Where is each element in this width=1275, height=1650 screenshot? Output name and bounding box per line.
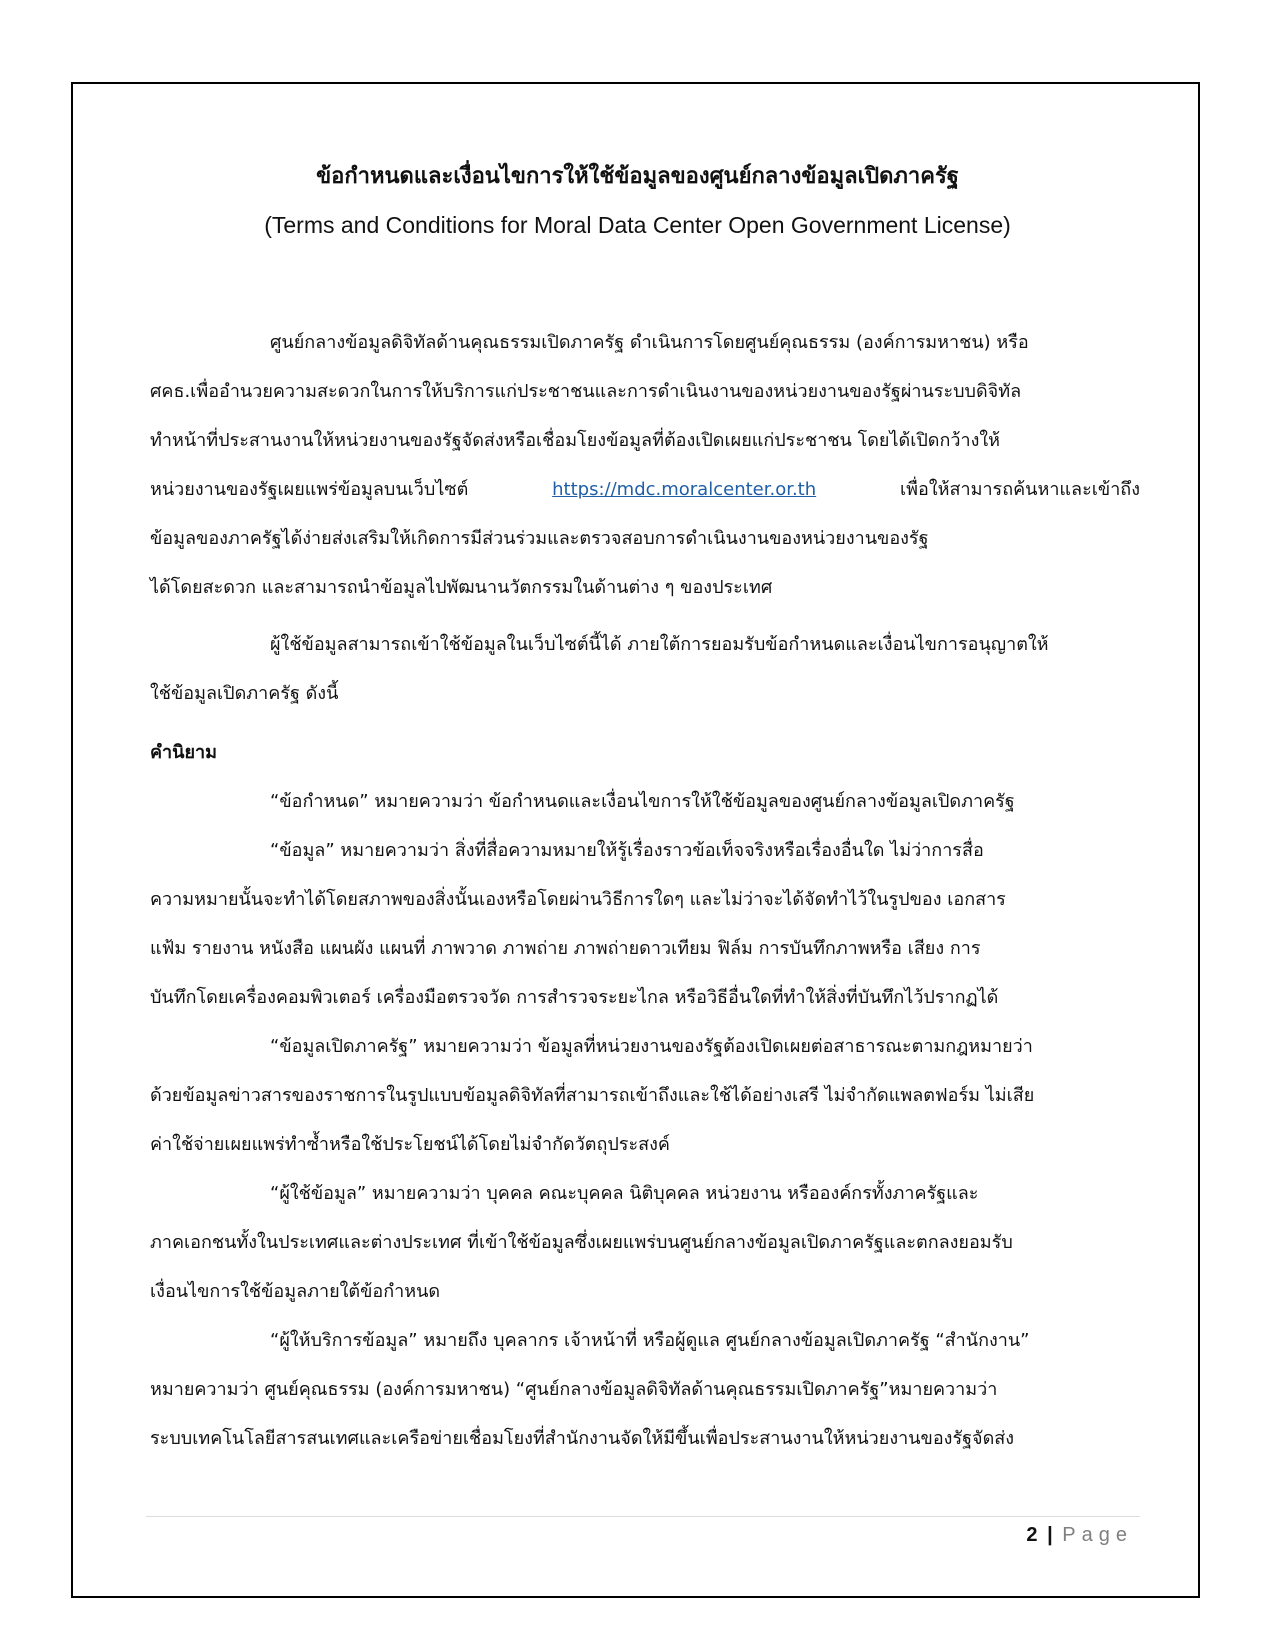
definition-data-line-4: บันทึกโดยเครื่องคอมพิวเตอร์ เครื่องมือตรวจวัด การสำรวจระยะไกล หรือวิธีอื่นใดที่ทำให้สิ่งที่บันทึกไว้ปรากฏได้ [150,987,999,1008]
definition-data-user-line-2: ภาคเอกชนทั้งในประเทศและต่างประเทศ ที่เข้าใช้ข้อมูลซึ่งเผยแพร่บนศูนย์กลางข้อมูลเปิดภาครัฐและตกลงยอมรับ [150,1232,1013,1253]
definition-terms: “ข้อกำหนด” หมายความว่า ข้อกำหนดและเงื่อนไขการให้ใช้ข้อมูลของศูนย์กลางข้อมูลเปิดภาครัฐ [270,791,1015,812]
footer-separator: | [1047,1524,1053,1546]
definition-provider-line-1: “ผู้ให้บริการข้อมูล” หมายถึง บุคลากร เจ้าหน้าที่ หรือผู้ดูแล ศูนย์กลางข้อมูลเปิดภาครัฐ “สำนักงาน” [270,1330,1030,1351]
intro-line-1: ศูนย์กลางข้อมูลดิจิทัลด้านคุณธรรมเปิดภาครัฐ ดำเนินการโดยศูนย์คุณธรรม (องค์การมหาชน) หรือ [270,332,1029,353]
definition-data-line-1: “ข้อมูล” หมายความว่า สิ่งที่สื่อความหมายให้รู้เรื่องราวข้อเท็จจริงหรือเรื่องอื่นใด ไม่ว่าการสื่อ [270,840,984,861]
definition-open-data-line-2: ด้วยข้อมูลข่าวสารของราชการในรูปแบบข้อมูลดิจิทัลที่สามารถเข้าถึงและใช้ได้อย่างเสรี ไม่จำกัดแพลตฟอร์ม ไม่เสีย [150,1085,1035,1106]
intro-line-3: ทำหน้าที่ประสานงานให้หน่วยงานของรัฐจัดส่งหรือเชื่อมโยงข้อมูลที่ต้องเปิดเผยแก่ประชาชน โดยได้เปิดกว้างให้ [150,430,1001,451]
intro-line-6: ได้โดยสะดวก และสามารถนำข้อมูลไปพัฒนานวัตกรรมในด้านต่าง ๆ ของประเทศ [150,577,773,598]
definition-provider-line-2: หมายความว่า ศูนย์คุณธรรม (องค์การมหาชน) “ศูนย์กลางข้อมูลดิจิทัลด้านคุณธรรมเปิดภาครัฐ”หมายความว่า [150,1379,998,1400]
intro-line-4-text-b: เพื่อให้สามารถค้นหาและเข้าถึง [900,479,1140,500]
page-footer [1026,1524,1133,1547]
definition-data-line-3: แฟ้ม รายงาน หนังสือ แผนผัง แผนที่ ภาพวาด ภาพถ่าย ภาพถ่ายดาวเทียม ฟิล์ม การบันทึกภาพหรือ เสียง การ [150,938,981,959]
document-title-thai: ข้อกำหนดและเงื่อนไขการให้ใช้ข้อมูลของศูนย์กลางข้อมูลเปิดภาครัฐ [316,164,959,189]
document-body [150,323,1140,1468]
intro-line-5: ข้อมูลของภาครัฐได้ง่ายส่งเสริมให้เกิดการมีส่วนร่วมและตรวจสอบการดำเนินงานของหน่วยงานของรัฐ [150,528,929,549]
document-title-english: (Terms and Conditions for Moral Data Center Open Government License) [264,212,1011,238]
definition-provider-line-3: ระบบเทคโนโลยีสารสนเทศและเครือข่ายเชื่อมโยงที่สำนักงานจัดให้มีขึ้นเพื่อประสานงานให้หน่วยงานของรัฐจัดส่ง [150,1428,1015,1449]
footer-divider [146,1516,1140,1517]
definition-open-data-line-1: “ข้อมูลเปิดภาครัฐ” หมายความว่า ข้อมูลที่หน่วยงานของรัฐต้องเปิดเผยต่อสาธารณะตามกฎหมายว่า [270,1036,1033,1057]
intro-line-4-text-a: หน่วยงานของรัฐเผยแพร่ข้อมูลบนเว็บไซต์ [150,479,469,500]
page-number: 2 [1026,1524,1038,1546]
page-label: Page [1062,1524,1133,1546]
definitions-heading: คำนิยาม [150,742,217,763]
website-link[interactable]: https://mdc.moralcenter.or.th [552,479,817,500]
definition-open-data-line-3: ค่าใช้จ่ายเผยแพร่ทำซ้ำหรือใช้ประโยชน์ได้โดยไม่จำกัดวัตถุประสงค์ [150,1134,670,1155]
definition-data-user-line-1: “ผู้ใช้ข้อมูล” หมายความว่า บุคคล คณะบุคคล นิติบุคคล หน่วยงาน หรือองค์กรทั้งภาครัฐและ [270,1183,979,1204]
usage-line-1: ผู้ใช้ข้อมูลสามารถเข้าใช้ข้อมูลในเว็บไซต์นี้ได้ ภายใต้การยอมรับข้อกำหนดและเงื่อนไขการอนุญาตให้ [270,634,1049,655]
intro-line-4 [150,470,1140,519]
definition-data-user-line-3: เงื่อนไขการใช้ข้อมูลภายใต้ข้อกำหนด [150,1281,441,1302]
intro-line-2: ศคธ.เพื่ออำนวยความสะดวกในการให้บริการแก่ประชาชนและการดำเนินงานของหน่วยงานของรัฐผ่านระบบดิจิทัล [150,381,1022,402]
usage-line-2: ใช้ข้อมูลเปิดภาครัฐ ดังนี้ [150,683,339,704]
definition-data-line-2: ความหมายนั้นจะทำได้โดยสภาพของสิ่งนั้นเองหรือโดยผ่านวิธีการใดๆ และไม่ว่าจะได้จัดทำไว้ในรูปของ เอกสาร [150,889,1006,910]
